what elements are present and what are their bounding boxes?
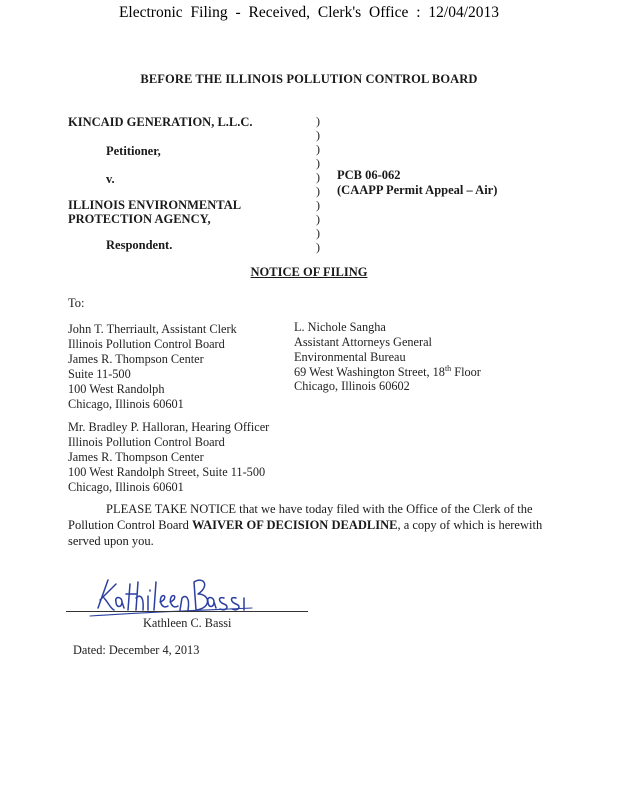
respondent-name-line1: ILLINOIS ENVIRONMENTAL [68,198,242,212]
notice-title: NOTICE OF FILING [250,265,368,279]
address-line: John T. Therriault, Assistant Clerk [68,322,237,336]
address-line: 100 West Randolph Street, Suite 11-500 [68,465,266,479]
address-line: Mr. Bradley P. Halloran, Hearing Officer [68,420,270,434]
dated-line: Dated: December 4, 2013 [73,643,200,657]
petitioner-name: KINCAID GENERATION, L.L.C. [68,115,253,129]
paragraph-line: PLEASE TAKE NOTICE that we have today filed with the Office of the Clerk of the [106,502,533,516]
petitioner-role: Petitioner, [106,144,161,158]
address-line: L. Nichole Sangha [294,320,386,334]
case-type: (CAAPP Permit Appeal – Air) [337,183,498,197]
filing-stamp: Electronic Filing - Received, Clerk's Office : 12/04/2013 [118,4,500,21]
address-line: Chicago, Illinois 60601 [68,480,184,494]
paren: ) [316,142,320,156]
board-title: BEFORE THE ILLINOIS POLLUTION CONTROL BOARD [140,72,478,86]
respondent-role: Respondent. [106,238,173,252]
address-line: 100 West Randolph [68,382,165,396]
address-line: Environmental Bureau [294,350,406,364]
address-line: Chicago, Illinois 60602 [294,379,410,393]
to-label: To: [68,296,85,310]
versus: v. [106,172,115,186]
paragraph-line: served upon you. [68,534,154,548]
paragraph-line: Pollution Control Board WAIVER OF DECISION DEADLINE, a copy of which is herewith [68,518,543,532]
document-title: WAIVER OF DECISION DEADLINE [191,518,398,532]
address-line: James R. Thompson Center [68,450,204,464]
paren: ) [316,170,320,184]
paren: ) [316,184,320,198]
address-line: Chicago, Illinois 60601 [68,397,184,411]
signer-name: Kathleen C. Bassi [143,616,232,630]
address-line: Assistant Attorneys General [294,335,432,349]
paren: ) [316,156,320,170]
respondent-name-line2: PROTECTION AGENCY, [68,212,211,226]
signature-text: Kathleen Bassi [86,572,93,573]
paren: ) [316,226,320,240]
signature-line [66,611,308,612]
paren: ) [316,240,320,254]
case-number: PCB 06-062 [337,168,401,182]
paren: ) [316,198,320,212]
paren: ) [316,128,320,142]
address-line: James R. Thompson Center [68,352,204,366]
address-line: Illinois Pollution Control Board [68,337,225,351]
address-line: Illinois Pollution Control Board [68,435,225,449]
paren: ) [316,212,320,226]
paren: ) [316,114,320,128]
address-line: Suite 11-500 [68,367,131,381]
address-line: 69 West Washington Street, 18th Floor [294,364,481,380]
